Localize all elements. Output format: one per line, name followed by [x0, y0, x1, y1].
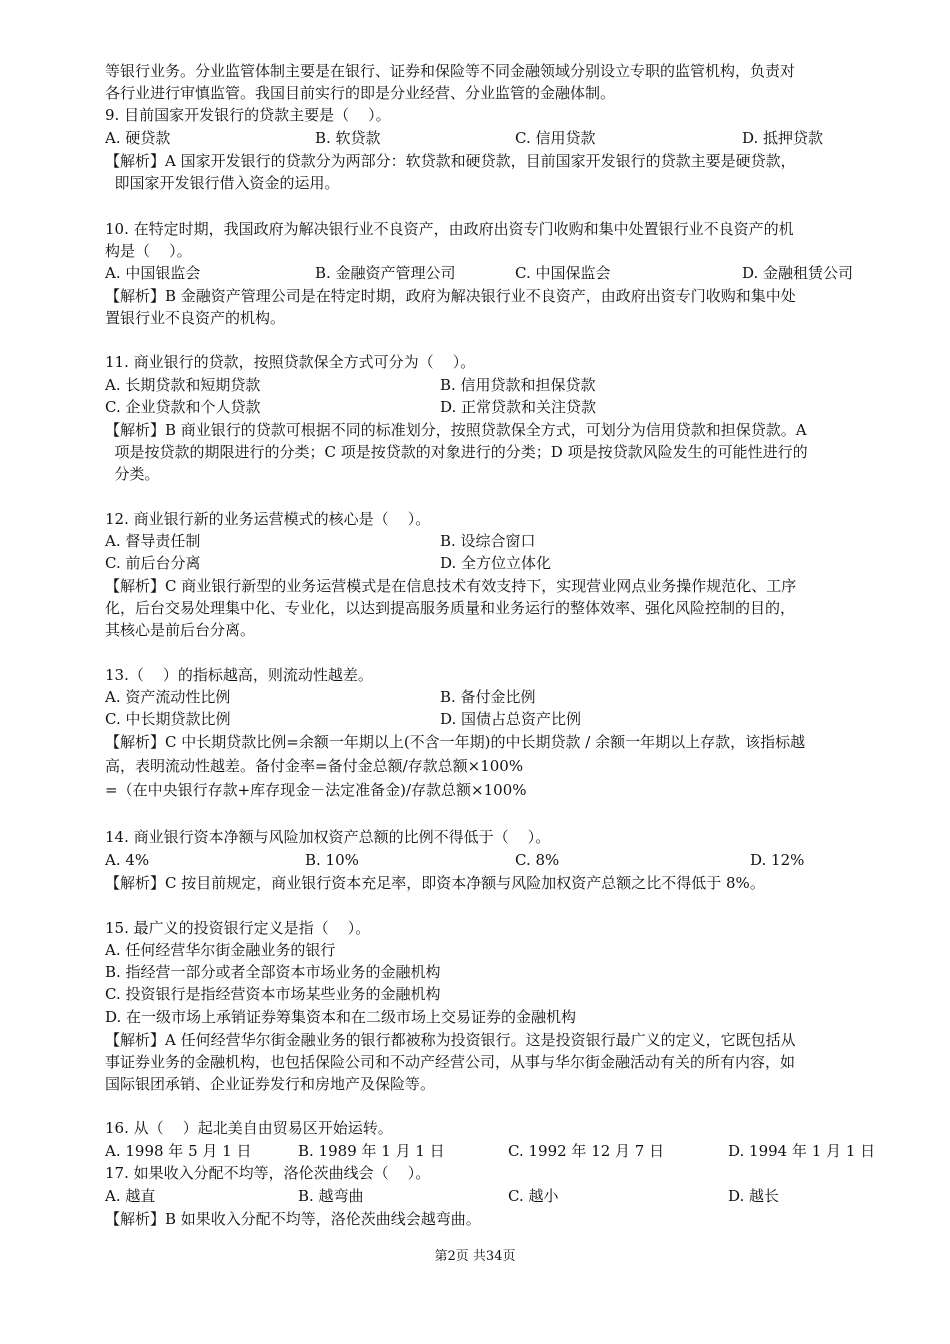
option-15d: D. 在一级市场上承销证券筹集资本和在二级市场上交易证券的金融机构 — [105, 1008, 577, 1026]
option-14b: B. 10% — [305, 851, 359, 869]
option-16b: B. 1989 年 1 月 1 日 — [298, 1142, 445, 1160]
option-9c: C. 信用贷款 — [515, 129, 596, 147]
page-footer: 第2页 共34页 — [434, 1249, 516, 1264]
option-13d: D. 国债占总资产比例 — [440, 710, 582, 728]
option-15b: B. 指经营一部分或者全部资本市场业务的金融机构 — [105, 963, 441, 981]
option-15a: A. 任何经营华尔街金融业务的银行 — [105, 941, 336, 959]
question-9: 9. 目前国家开发银行的贷款主要是（ ）。 — [105, 106, 391, 124]
option-10a: A. 中国银监会 — [105, 264, 201, 282]
option-10b: B. 金融资产管理公司 — [315, 264, 456, 282]
explanation-10: 置银行业不良资产的机构。 — [105, 309, 286, 327]
explanation-17: 【解析】B 如果收入分配不均等，洛伦茨曲线会越弯曲。 — [105, 1210, 481, 1228]
option-9d: D. 抵押贷款 — [742, 129, 824, 147]
explanation-10: 【解析】B 金融资产管理公司是在特定时期，政府为解决银行业不良资产，由政府出资专门收购和集中处 — [105, 287, 796, 305]
option-11b: B. 信用贷款和担保贷款 — [440, 376, 596, 394]
option-16d: D. 1994 年 1 月 1 日 — [728, 1142, 876, 1160]
option-14d: D. 12% — [750, 851, 805, 869]
question-11: 11. 商业银行的贷款，按照贷款保全方式可分为（ ）。 — [105, 353, 476, 371]
option-14c: C. 8% — [515, 851, 560, 869]
option-13c: C. 中长期贷款比例 — [105, 710, 231, 728]
option-11c: C. 企业贷款和个人贷款 — [105, 398, 261, 416]
explanation-13: 【解析】C 中长期贷款比例=余额一年期以上(不含一年期)的中长期贷款 / 余额一年期以上存款，该指标越 — [105, 733, 806, 751]
question-12: 12. 商业银行新的业务运营模式的核心是（ ）。 — [105, 510, 431, 528]
paragraph-line: 等银行业务。分业监管体制主要是在银行、证券和保险等不同金融领域分别设立专职的监管机构，负责对 — [105, 62, 796, 80]
explanation-12: 其核心是前后台分离。 — [105, 621, 256, 639]
option-13b: B. 备付金比例 — [440, 688, 536, 706]
explanation-15: 事证券业务的金融机构，也包括保险公司和不动产经营公司，从事与华尔街金融活动有关的所有内容，如 — [105, 1053, 796, 1071]
option-12c: C. 前后台分离 — [105, 554, 201, 572]
option-17c: C. 越小 — [508, 1187, 559, 1205]
option-16a: A. 1998 年 5 月 1 日 — [105, 1142, 252, 1160]
option-12d: D. 全方位立体化 — [440, 554, 552, 572]
option-17a: A. 越直 — [105, 1187, 156, 1205]
explanation-9: 即国家开发银行借入资金的运用。 — [105, 174, 340, 192]
question-13: 13.（ ）的指标越高，则流动性越差。 — [105, 666, 373, 684]
option-11d: D. 正常贷款和关注贷款 — [440, 398, 597, 416]
question-17: 17. 如果收入分配不均等，洛伦茨曲线会（ ）。 — [105, 1164, 431, 1182]
explanation-13: =（在中央银行存款+库存现金－法定准备金)/存款总额×100% — [105, 781, 527, 799]
explanation-15: 【解析】A 任何经营华尔街金融业务的银行都被称为投资银行。这是投资银行最广义的定义，它既包括从 — [105, 1031, 796, 1049]
explanation-11: 分类。 — [105, 465, 160, 483]
option-15c: C. 投资银行是指经营资本市场某些业务的金融机构 — [105, 985, 441, 1003]
question-10: 构是（ ）。 — [105, 242, 192, 260]
question-15: 15. 最广义的投资银行定义是指（ ）。 — [105, 919, 371, 937]
option-9b: B. 软贷款 — [315, 129, 381, 147]
explanation-12: 化，后台交易处理集中化、专业化，以达到提高服务质量和业务运行的整体效率、强化风险控制的目的， — [105, 599, 796, 617]
explanation-12: 【解析】C 商业银行新型的业务运营模式是在信息技术有效支持下，实现营业网点业务操作规范化、工序 — [105, 577, 797, 595]
option-11a: A. 长期贷款和短期贷款 — [105, 376, 261, 394]
option-13a: A. 资产流动性比例 — [105, 688, 231, 706]
option-9a: A. 硬贷款 — [105, 129, 171, 147]
option-17b: B. 越弯曲 — [298, 1187, 364, 1205]
question-14: 14. 商业银行资本净额与风险加权资产总额的比例不得低于（ ）。 — [105, 828, 551, 846]
paragraph-line: 各行业进行审慎监管。我国目前实行的即是分业经营、分业监管的金融体制。 — [105, 84, 616, 102]
explanation-14: 【解析】C 按目前规定，商业银行资本充足率，即资本净额与风险加权资产总额之比不得低于 8%。 — [105, 874, 765, 892]
option-10d: D. 金融租赁公司 — [742, 264, 854, 282]
option-10c: C. 中国保监会 — [515, 264, 611, 282]
explanation-15: 国际银团承销、企业证券发行和房地产及保险等。 — [105, 1075, 436, 1093]
option-12a: A. 督导责任制 — [105, 532, 201, 550]
explanation-13: 高，表明流动性越差。备付金率=备付金总额/存款总额×100% — [105, 757, 524, 775]
question-10: 10. 在特定时期，我国政府为解决银行业不良资产，由政府出资专门收购和集中处置银行业不良资产的机 — [105, 220, 794, 238]
explanation-11: 项是按贷款的期限进行的分类；C 项是按贷款的对象进行的分类；D 项是按贷款风险发生的可能性进行的 — [105, 443, 808, 461]
option-16c: C. 1992 年 12 月 7 日 — [508, 1142, 665, 1160]
question-16: 16. 从（ ）起北美自由贸易区开始运转。 — [105, 1119, 393, 1137]
option-12b: B. 设综合窗口 — [440, 532, 536, 550]
explanation-9: 【解析】A 国家开发银行的贷款分为两部分：软贷款和硬贷款，目前国家开发银行的贷款主要是硬贷款， — [105, 152, 796, 170]
option-17d: D. 越长 — [728, 1187, 780, 1205]
option-14a: A. 4% — [105, 851, 150, 869]
explanation-11: 【解析】B 商业银行的贷款可根据不同的标准划分，按照贷款保全方式，可划分为信用贷款和担保贷款。A — [105, 421, 807, 439]
